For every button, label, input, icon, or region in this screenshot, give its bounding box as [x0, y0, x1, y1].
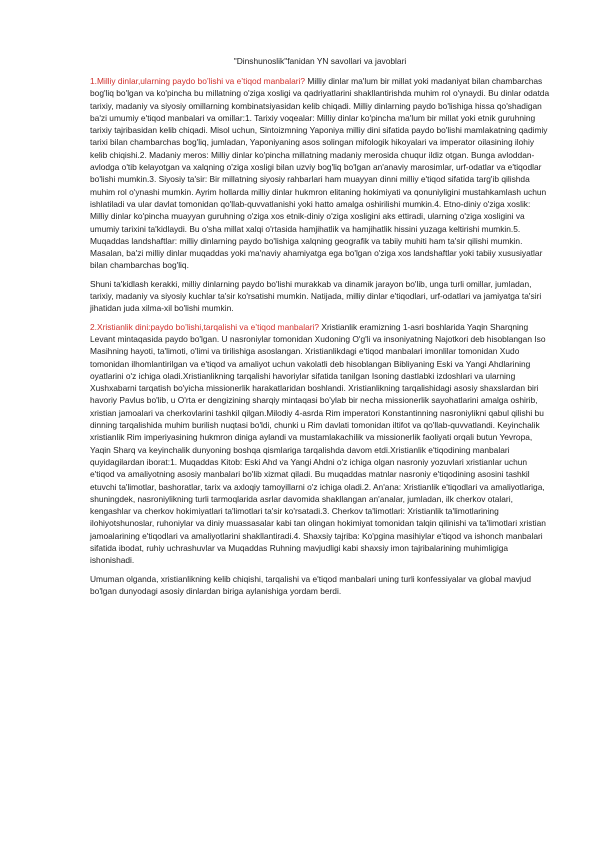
page-title: "Dinshunoslik"fanidan YN savollari va javoblari	[233, 56, 407, 66]
section-1-conclusion-text: Shuni ta'kidlash kerakki, milliy dinlarning paydo bo'lishi murakkab va dinamik jarayon bo'lib, unga turli omillar, jumladan, tarixiy, madaniy va siyosiy kuchlar ta'sir ko'rsatishi mumkin. Natijada, milliy dinlar e'tiqodlari, urf-odatlari va jamiyatga ta'siri jihatidan juda xilma-xil bo'lishi mumkin.	[90, 278, 542, 314]
section-1-conclusion	[90, 278, 550, 315]
section-2-conclusion-text: Umuman olganda, xristianlikning kelib chiqishi, tarqalishi va e'tiqod manbalari uning turli konfessiyalar va global mavjud bo'lgan dunyodagi asosiy dinlardan biriga aylanishiga yordam berdi.	[90, 573, 532, 596]
section-2-paragraph	[90, 321, 550, 567]
section-1-body: Milliy dinlar ma'lum bir millat yoki madaniyat bilan chambarchas bog'liq bo'lgan va ko'pincha bu millatning o'ziga xosligi va qadriyatlarini shakllantirishda muhim rol o'ynaydi. Bu dinlar odatda tarixiy, madaniy va siyosiy omillarning kombinatsiyasidan kelib chiqadi. Milliy dinlarning paydo bo'lishiga hissa qo'shadigan ba'zi umumiy e'tiqod manbalari va omillar:1. Tarixiy voqealar: Milliy dinlar ko'pincha ma'lum bir millat yoki etnik guruhning tarixiy tajribasidan kelib chiqadi. Misol uchun, Sintoizmning Yaponiya milliy dini sifatida paydo bo'lishi mamlakatning qadimiy tarixi bilan chambarchas bog'liq, jumladan, Yaponiyaning asos solingan mifologik hikoyalari va imperator oilasining ilohiy kelib chiqishi.2. Madaniy meros: Milliy dinlar ko'pincha millatning madaniy merosida chuqur ildiz otgan. Bunga avloddan-avlodga o'tib kelayotgan va xalqning o'ziga xosligi bilan uzviy bog'liq bo'lgan an'anaviy marosimlar, urf-odatlar va e'tiqodlar bo'lishi mumkin.3. Siyosiy ta'sir: Bir millatning siyosiy rahbarlari ham muayyan dinni milliy e'tiqod sifatida targ'ib qilishda muhim rol o'ynashi mumkin. Ayrim hollarda milliy dinlar hukmron elitaning hokimiyati va qonuniyligini mustahkamlash uchun ishlatiladi va ular davlat tomonidan qo'llab-quvvatlanishi yoki hatto amalga oshirilishi mumkin.4. Etno-diniy o'ziga xoslik: Milliy dinlar ko'pincha muayyan guruhning o'ziga xos etnik-diniy o'ziga xosligini aks ettiradi, ularning o'ziga xosligini va umumiy tarixini ta'kidlaydi. Bu o'sha millat xalqi o'rtasida hamjihatlik va hamjihatlik hissini yuzaga keltirishi mumkin.5. Muqaddas landshaftlar: milliy dinlarning paydo bo'lishiga xalqning geografik va tabiiy muhiti ham ta'sir qilishi mumkin. Masalan, ba'zi milliy dinlar muqaddas yoki ma'naviy ahamiyatga ega bo'lgan o'ziga xos landshaftlar yoki tabiiy xususiyatlar bilan chambarchas bog'liq.	[90, 76, 550, 271]
section-2-heading: 2.Xristianlik dini:paydo bo’lishi,tarqalishi va e’tiqod manbalari?	[90, 321, 320, 332]
section-1-paragraph	[90, 75, 550, 272]
section-2-body: Xristianlik eramizning 1-asri boshlarida Yaqin Sharqning Levant mintaqasida paydo bo'lgan. U nasroniylar tomonidan Xudoning O'g'li va insoniyatning Najotkori deb hisoblangan Iso Masihning hayoti, ta'limoti, o'limi va tirilishiga asoslangan. Xristianlikdagi e'tiqod manbalari imonlilar tomonidan Xudo tomonidan ilhomlantirilgan va e'tiqod va amaliyot uchun vakolatli deb hisoblangan Bibliyaning Eski va Yangi Ahdlarining oyatlarini o'z ichiga oladi.Xristianlikning tarqalishi havoriylar sifatida tanilgan Isoning dastlabki izdoshlari va ularning Xushxabarni tarqatish bo'yicha missionerlik harakatlaridan boshlandi. Xristianlikning tarqalishidagi asosiy shaxslardan biri havoriy Pavlus bo'lib, u O'rta er dengizining sharqiy mintaqasi bo'ylab bir necha missionerlik sayohatlarini amalga oshirib, xristian jamoalari va cherkovlarini tashkil qilgan.Milodiy 4-asrda Rim imperatori Konstantinning nasroniylikni qabul qilishi bu dinning tarqalishida muhim burilish nuqtasi bo'ldi, chunki u Rim davlati tomonidan iltifot va qo'llab-quvvatlandi. Keyinchalik xristianlik Rim imperiyasining hukmron diniga aylandi va mustamlakachilik va missionerlik faoliyati orqali butun Yevropa, Yaqin Sharq va keyinchalik dunyoning boshqa qismlariga tarqalishda davom etdi.Xristianlik e'tiqodining manbalari quyidagilardan iborat:1. Muqaddas Kitob: Eski Ahd va Yangi Ahdni o'z ichiga olgan nasroniy yozuvlari xristianlar uchun e'tiqod va amaliyotning asosiy manbalari bo'lib xizmat qiladi. Bu muqaddas matnlar nasroniy e'tiqodining asosini tashkil etuvchi ta'limotlar, bashoratlar, tarix va axloqiy tamoyillarni o'z ichiga oladi.2. An'ana: Xristianlik e'tiqodlari va amaliyotlariga, shuningdek, nasroniylikning turli tarmoqlarida asrlar davomida shakllangan an'analar, jumladan, ilk cherkov otalari, kengashlar va cherkov hokimiyatlari ta'limotlari ta'sir ko'rsatadi.3. Cherkov ta'limotlari: Xristianlik ta'limotlarining ilohiyotshunoslar, ruhoniylar va diniy muassasalar kabi tan olingan hokimiyat tomonidan talqin qilinishi va ta'limotlari xristian jamoalarining e'tiqodlari va amaliyotlarini shakllantiradi.4. Shaxsiy tajriba: Ko'pgina masihiylar e'tiqod va ishonch manbalari sifatida ibodat, ruhiy uchrashuvlar va Muqaddas Ruhning mavjudligi kabi shaxsiy imon tajribalarining muhimligiga ishonishadi.	[90, 321, 546, 566]
section-2-conclusion	[90, 573, 550, 598]
section-1-heading: 1.Milliy dinlar,ularning paydo bo’lishi va e’tiqod manbalari?	[90, 76, 306, 86]
